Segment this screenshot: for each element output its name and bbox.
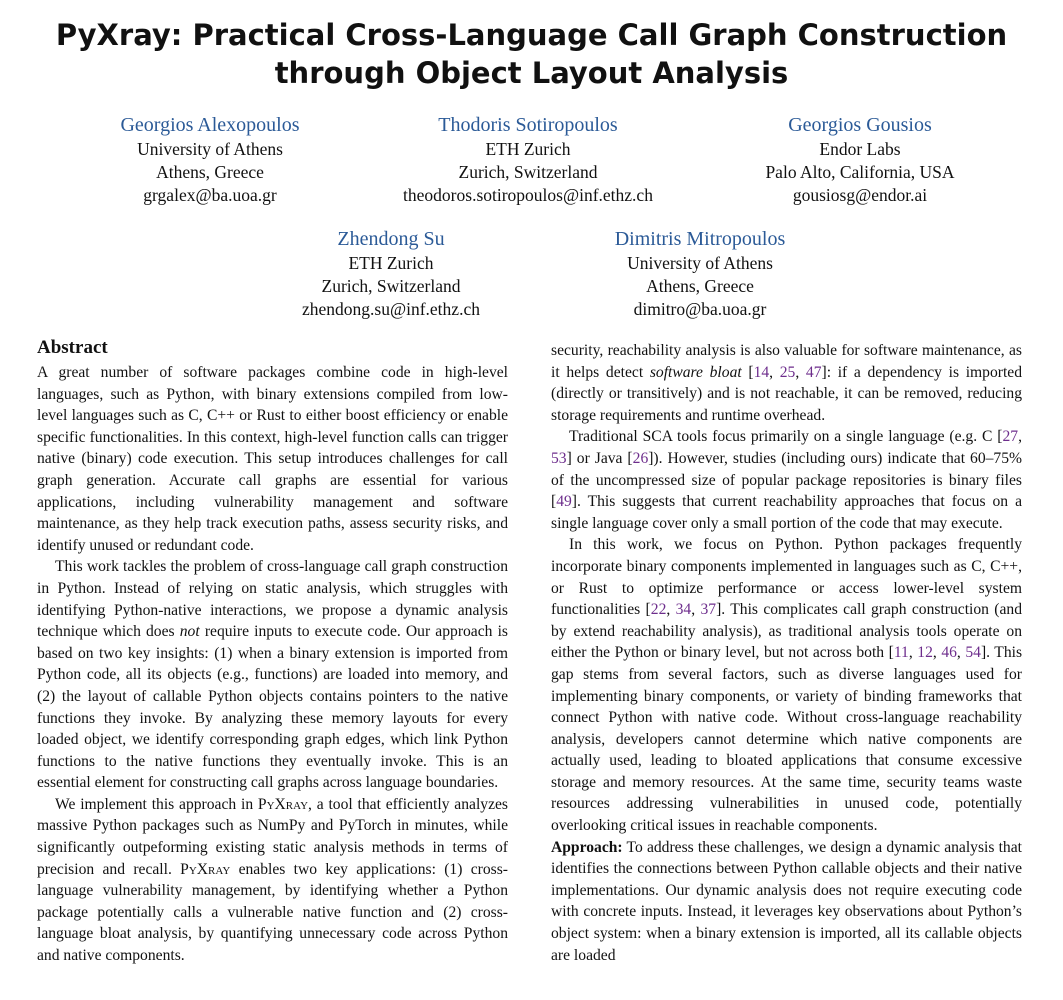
abstract-section <box>37 336 508 967</box>
citation-link[interactable]: 26 <box>632 449 649 467</box>
citation-link[interactable]: 34 <box>675 601 692 619</box>
abstract-paragraph: This work tackles the problem of cross-language call graph construction in Python. Instead of relying on static analysis, which struggles with identifying Python-native interactions, we propose a dynamic analysis technique which does not require inputs to execute code. Our approach is based on two key insights: (1) when a binary extension is imported from Python code, all its objects (e.g., functions) are loaded into memory, and (2) the layout of callable Python objects contains pointers to the native functions they invoke. By analyzing these memory layouts for every loaded object, we identify corresponding graph edges, which link Python functions to the native functions they eventually invoke. This is an essential element for constructing call graphs across language boundaries. <box>37 558 508 792</box>
author-name: Georgios Alexopoulos <box>120 114 300 136</box>
author-email: zhendong.su@inf.ethz.ch <box>302 299 480 319</box>
title-line-2: through Object Layout Analysis <box>274 56 789 90</box>
body-paragraph: In this work, we focus on Python. Python packages frequently incorporate binary components implemented in languages such as C, C++, or Rust to optimize performance or access lower-level system functionalities [22, 34, 37]. This complicates call graph construction (and by extend reachability analysis), as traditional analysis tools operate on either the Python or binary level, but not across both [11, 12, 46, 54]. This gap stems from several factors, such as diverse languages used for implementing binary components, or variety of binding frameworks that connect Python with native code. Without cross-language reachability analysis, developers cannot determine which native components are actually used, leading to bloated applications that consume excessive storage and memory resources. At the same time, security teams waste resources addressing vulnerabilities in unused code, potentially overlooking critical issues in reachable components. <box>551 536 1023 835</box>
author-affiliation: ETH Zurich <box>485 139 571 159</box>
citation-link[interactable]: 14 <box>753 363 770 381</box>
tool-name: PyXray <box>257 795 309 813</box>
author-name: Zhendong Su <box>337 228 445 250</box>
author-affiliation: Endor Labs <box>819 139 901 159</box>
abstract-paragraph: A great number of software packages combine code in high-level languages, such as Python, with binary extensions compiled from low-level languages such as C, C++ or Rust to either boost efficiency or enable specific functionalities. In this context, high-level function calls can trigger native (binary) code execution. This setup introduces challenges for call graph generation. Accurate call graphs are essential for various applications, including vulnerability management and software maintenance, as they help track execution paths, assess security risks, and identify unused or redundant code. <box>37 364 508 554</box>
author-name: Dimitris Mitropoulos <box>614 228 786 250</box>
paper-title <box>0 16 1063 92</box>
citation-link[interactable]: 12 <box>917 644 933 662</box>
citation-link[interactable]: 37 <box>700 601 717 619</box>
citation-link[interactable]: 47 <box>805 363 822 381</box>
author-affiliation: ETH Zurich <box>348 253 434 273</box>
introduction-section <box>551 340 1022 966</box>
author-block <box>712 112 1008 207</box>
author-block <box>55 112 365 207</box>
citation-link[interactable]: 54 <box>965 644 981 662</box>
author-name: Thodoris Sotiropoulos <box>438 114 618 136</box>
author-block <box>545 226 855 321</box>
author-location: Zurich, Switzerland <box>458 162 598 182</box>
title-line-1: PyXray: Practical Cross-Language Call Graph Construction <box>55 18 1008 52</box>
paragraph-heading: Approach: <box>551 838 623 856</box>
author-location: Athens, Greece <box>156 162 264 182</box>
author-email: theodoros.sotiropoulos@inf.ethz.ch <box>403 185 653 205</box>
emphasis: software bloat <box>649 363 742 381</box>
citation-link[interactable]: 27 <box>1002 428 1019 446</box>
author-affiliation: University of Athens <box>137 139 283 159</box>
body-paragraph: Traditional SCA tools focus primarily on a single language (e.g. C [27, 53] or Java [26]). However, studies (including ours) indicate that 60–75% of the uncompressed size of popular package repositories is binary files [49]. This suggests that current reachability approaches that focus on a single language cover only a small portion of the code that may execute. <box>551 428 1023 532</box>
tool-name: PyXray <box>180 860 231 878</box>
author-email: grgalex@ba.uoa.gr <box>143 185 277 205</box>
author-location: Zurich, Switzerland <box>321 276 461 296</box>
author-location: Athens, Greece <box>646 276 754 296</box>
abstract-paragraph: We implement this approach in PyXray, a tool that efficiently analyzes massive Python packages such as NumPy and PyTorch in minutes, while significantly outpeforming existing static analysis methods in terms of precision and recall. PyXray enables two key applications: (1) cross-language vulnerability management, by identifying whether a Python package potentially calls a vulnerable native function and (2) cross-language bloat analysis, by quantifying unnecessary code across Python and native components. <box>37 795 508 965</box>
author-affiliation: University of Athens <box>627 253 773 273</box>
author-name: Georgios Gousios <box>788 114 932 136</box>
citation-link[interactable]: 53 <box>551 449 567 467</box>
author-block <box>358 112 698 207</box>
author-block <box>236 226 546 321</box>
author-email: gousiosg@endor.ai <box>792 185 928 205</box>
emphasis: not <box>179 623 200 641</box>
citation-link[interactable]: 25 <box>779 363 796 381</box>
body-paragraph: security, reachability analysis is also valuable for software maintenance, as it helps detect software bloat [14, 25, 47]: if a dependency is imported (directly or transitively) and is not reachable, it can be removed, reducing storage requirements and runtime overhead. <box>551 342 1023 424</box>
author-location: Palo Alto, California, USA <box>765 162 955 182</box>
abstract-heading: Abstract <box>37 337 108 358</box>
body-paragraph: Approach: To address these challenges, we design a dynamic analysis that identifies the connections between Python callable objects and their native implementations. Our dynamic analysis does not require executing code with concrete inputs. Instead, it leverages key observations about Python’s object system: when a binary extension is imported, all its callable objects are loaded <box>551 838 1022 964</box>
author-email: dimitro@ba.uoa.gr <box>633 299 767 319</box>
citation-link[interactable]: 46 <box>941 644 957 662</box>
citation-link[interactable]: 11 <box>893 644 909 662</box>
citation-link[interactable]: 22 <box>650 601 667 619</box>
citation-link[interactable]: 49 <box>556 493 572 511</box>
